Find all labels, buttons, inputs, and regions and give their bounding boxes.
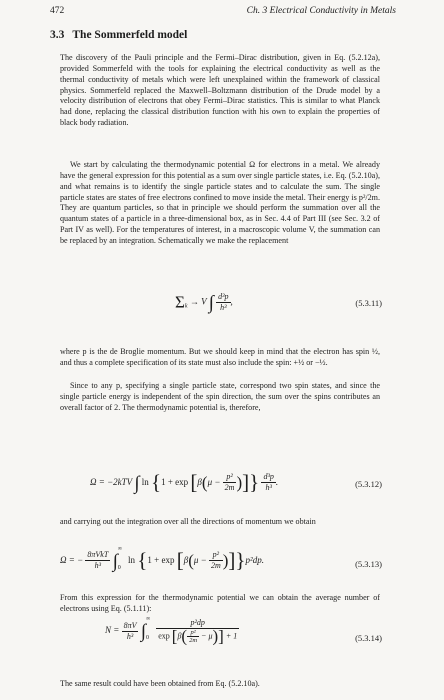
- section-title: The Sommerfeld model: [72, 29, 188, 41]
- paragraph-intro: The discovery of the Pauli principle and the Fermi–Dirac distribution, given in Eq. (5.2.12a), provided Sommerfeld with the tools for explaining the electrical conductivity as well as the thermal conductivity of metals which were left unexplained within the framework of classical physics. Sommerfeld replaced the Maxwell–Boltzmann distribution of the Drude model by a velocity distribution of electrons that obey Fermi–Dirac statistics. This is similar to what Planck had done, replacing the classical distribution function with his own to explain the properties of black body radiation.: [60, 53, 380, 128]
- running-head: Ch. 3 Electrical Conductivity in Metals: [246, 6, 396, 16]
- page-header: [50, 6, 396, 20]
- paragraph-thermodynamic-potential: We start by calculating the thermodynamic potential Ω for electrons in a metal. We already have the general expression for this potential as a sum over single particle states, i.e. Eq. (5.2.10a), and what remains is to identify the single particle states and to calculate the sum. The single particle states are states of free electrons confined to move inside the metal. Their energy is p²/2m. They are quantum particles, so that in principle we should perform the summation over all the quantum states of a particle in a three-dimensional box, as in Sec. 4.4 of Part III (see Sec. 3.2 of Part IV as well). For the temperatures of interest, in a macroscopic volume V, the summation can be replaced by an integration. Schematically we make the replacement: [60, 160, 380, 245]
- section-number: 3.3: [50, 29, 65, 41]
- equation-number: (5.3.13): [355, 559, 382, 569]
- equation-number: (5.3.14): [355, 633, 382, 643]
- page-number: 472: [50, 6, 65, 16]
- equation-5-3-14: N = $\frac{8\pi V}{\text{h³}}$ ∫ ∞ 0 p²dp exp [β( $\frac{\text{p²}}{2m}$ − μ)] + 1 (5.3.14): [105, 616, 382, 646]
- equation-5-3-11: $\Sigma_k \to V$ ∫ $\frac{\text{d³p}}{\text{h³}}$ , (5.3.11): [175, 292, 382, 314]
- paragraph-integration: and carrying out the integration over all the directions of momentum we obtain: [60, 517, 316, 526]
- paragraph-average-number: From this expression for the thermodynamic potential we can obtain the average number of electrons using Eq. (5.1.11):: [60, 593, 380, 613]
- paragraph-same-result: The same result could have been obtained from Eq. (5.2.10a).: [60, 679, 260, 688]
- equation-number: (5.3.12): [355, 479, 382, 489]
- equation-5-3-13: Ω = − $\frac{\text{8πVkT}}{\text{h³}}$ ∫ ∞ 0 ln {1 + exp [β(μ − $\frac{\text{p²}}{2m}$ )]}p²dp. (5.3.13): [60, 546, 382, 572]
- paragraph-de-broglie: where p is the de Broglie momentum. But we should keep in mind that the electron has spin ½, and thus a complete specification of its state must also include the spin: +½ or −½.: [60, 347, 380, 367]
- section-heading: [50, 29, 187, 41]
- equation-number: (5.3.11): [355, 298, 382, 308]
- paragraph-spin-factor: Since to any p, specifying a single particle state, correspond two spin states, and since the single particle energy is independent of the spin direction, the sum over the spins contributes an overall factor of 2. The thermodynamic potential is, therefore,: [60, 381, 380, 412]
- equation-5-3-12: Ω = −2kTV ∫ ln {1 + exp [β(μ − $\frac{\text{p²}}{2m}$ )]} $\frac{\text{d³p}}{\text{h³}}$ . (5.3.12): [90, 470, 382, 494]
